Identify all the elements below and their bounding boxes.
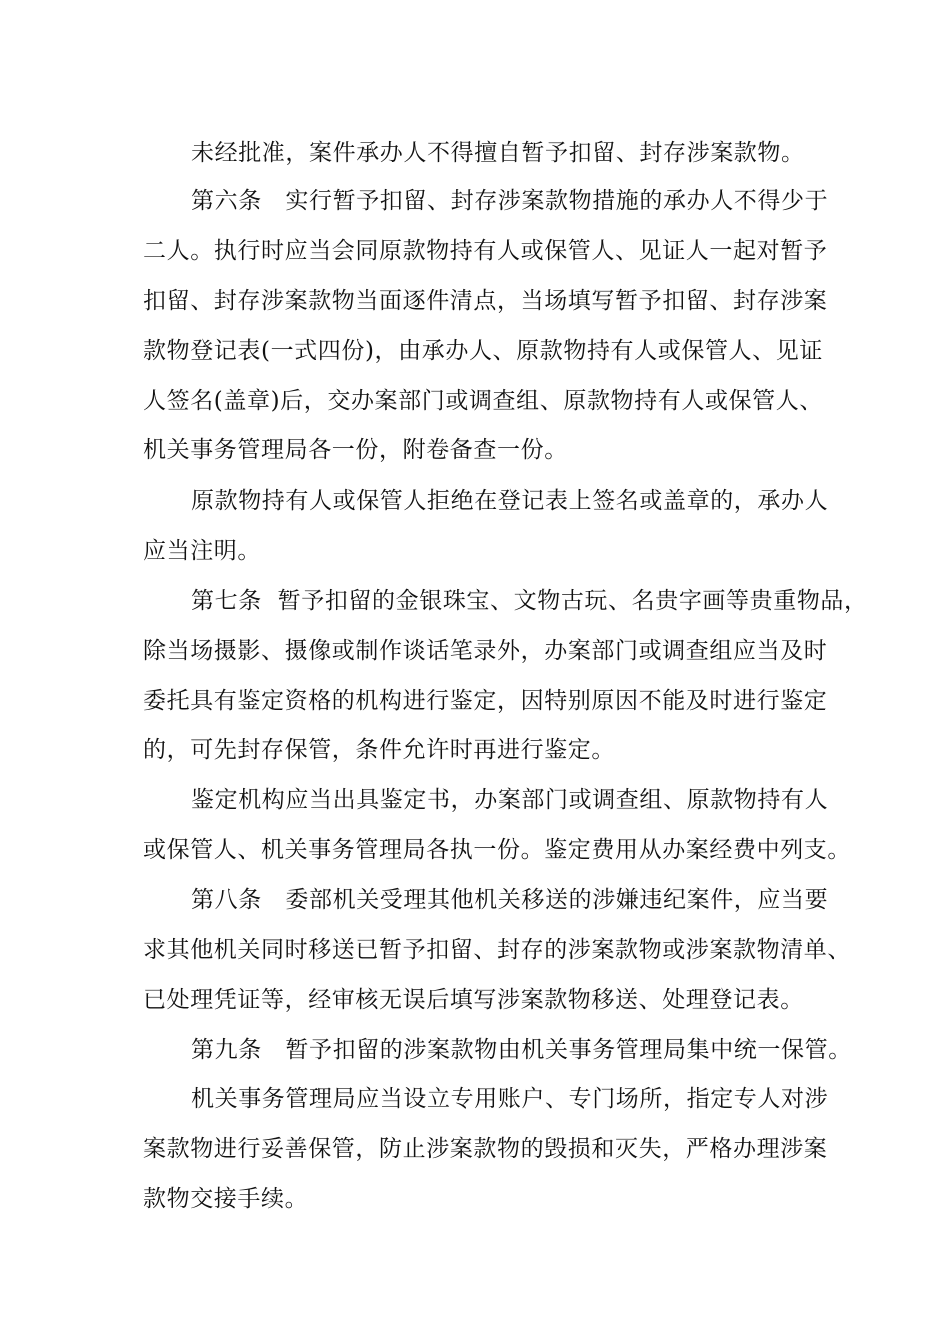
article-6-line-1: 第六条 实行暂予扣留、封存涉案款物措施的承办人不得少于 <box>191 188 829 214</box>
appraisal-line-2: 或保管人、机关事务管理局各执一份。鉴定费用从办案经费中列支。 <box>143 837 851 863</box>
appraisal-line-1: 鉴定机构应当出具鉴定书，办案部门或调查组、原款物持有人 <box>191 787 829 813</box>
article-6-line-6: 机关事务管理局各一份，附卷备查一份。 <box>143 437 568 463</box>
custody-line-1: 机关事务管理局应当设立专用账户、专门场所，指定专人对涉 <box>191 1086 829 1112</box>
custody-line-3: 款物交接手续。 <box>143 1186 309 1212</box>
paragraph-unapproved-line-1: 未经批准，案件承办人不得擅自暂予扣留、封存涉案款物。 <box>191 140 805 166</box>
article-8-line-3: 已处理凭证等，经审核无误后填写涉案款物移送、处理登记表。 <box>143 987 804 1013</box>
article-6-line-3: 扣留、封存涉案款物当面逐件清点，当场填写暂予扣留、封存涉案 <box>143 288 828 314</box>
article-7-line-3: 委托具有鉴定资格的机构进行鉴定，因特别原因不能及时进行鉴定 <box>143 688 828 714</box>
article-8-line-2: 求其他机关同时移送已暂予扣留、封存的涉案款物或涉案款物清单、 <box>143 937 851 963</box>
refusal-line-1: 原款物持有人或保管人拒绝在登记表上签名或盖章的，承办人 <box>191 488 829 514</box>
article-7-line-1: 第七条 暂予扣留的金银珠宝、文物古玩、名贵字画等贵重物品， <box>191 588 868 614</box>
refusal-line-2: 应当注明。 <box>143 538 261 564</box>
custody-line-2: 案款物进行妥善保管，防止涉案款物的毁损和灭失，严格办理涉案 <box>143 1136 828 1162</box>
article-6-line-2: 二人。执行时应当会同原款物持有人或保管人、见证人一起对暂予 <box>143 238 828 264</box>
article-8-line-1: 第八条 委部机关受理其他机关移送的涉嫌违纪案件，应当要 <box>191 887 829 913</box>
article-6-line-4: 款物登记表(一式四份)，由承办人、原款物持有人或保管人、见证 <box>143 338 823 364</box>
article-6-line-5: 人签名(盖章)后，交办案部门或调查组、原款物持有人或保管人、 <box>143 388 823 414</box>
article-7-line-2: 除当场摄影、摄像或制作谈话笔录外，办案部门或调查组应当及时 <box>143 638 828 664</box>
article-9-line-1: 第九条 暂予扣留的涉案款物由机关事务管理局集中统一保管。 <box>191 1037 852 1063</box>
article-7-line-4: 的，可先封存保管，条件允许时再进行鉴定。 <box>143 737 615 763</box>
